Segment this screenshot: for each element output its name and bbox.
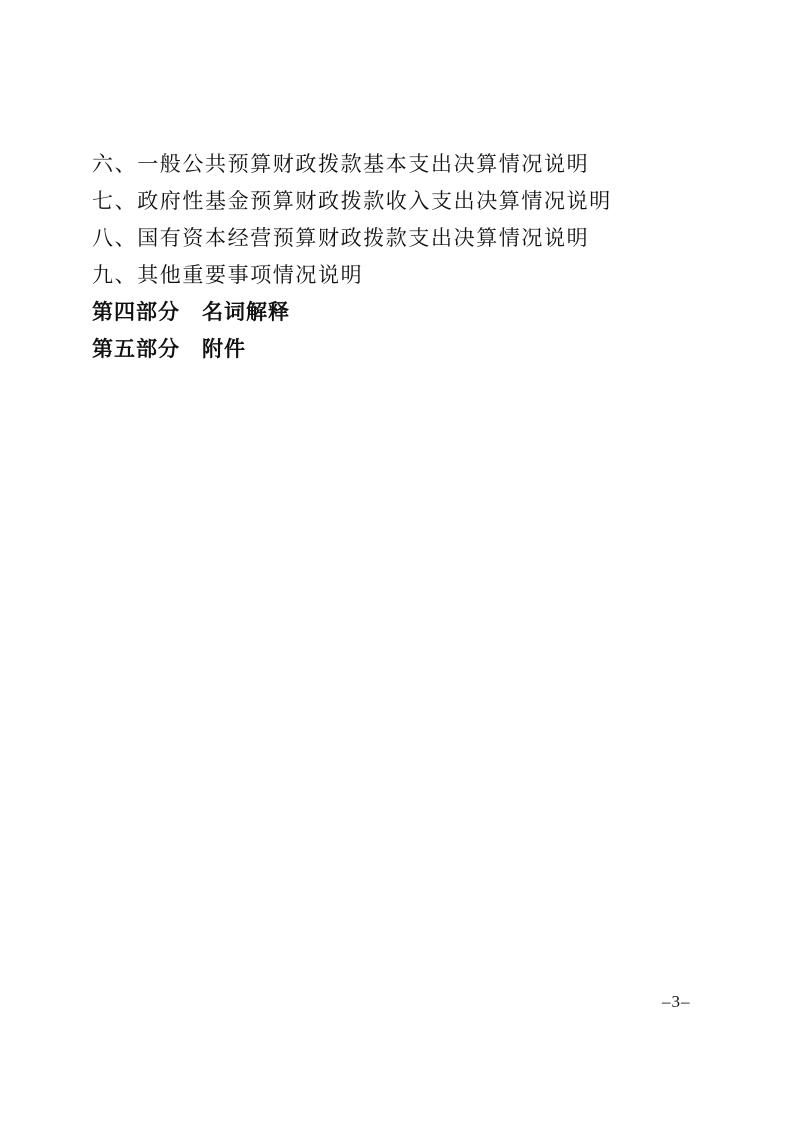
toc-item-6: 六、一般公共预算财政拨款基本支出决算情况说明 xyxy=(92,152,590,176)
toc-part-4 xyxy=(92,294,732,331)
toc-item-7: 七、政府性基金预算财政拨款收入支出决算情况说明 xyxy=(92,189,612,213)
page-number: –3– xyxy=(662,992,691,1011)
table-of-contents xyxy=(92,146,732,368)
toc-part-5 xyxy=(92,331,732,368)
toc-item-9: 九、其他重要事项情况说明 xyxy=(92,263,364,287)
toc-part-4-number: 第四部分 xyxy=(92,300,180,324)
toc-part-5-title: 附件 xyxy=(202,337,246,361)
toc-item-8: 八、国有资本经营预算财政拨款支出决算情况说明 xyxy=(92,226,590,250)
toc-part-5-number: 第五部分 xyxy=(92,337,180,361)
toc-part-4-title: 名词解释 xyxy=(202,300,290,324)
